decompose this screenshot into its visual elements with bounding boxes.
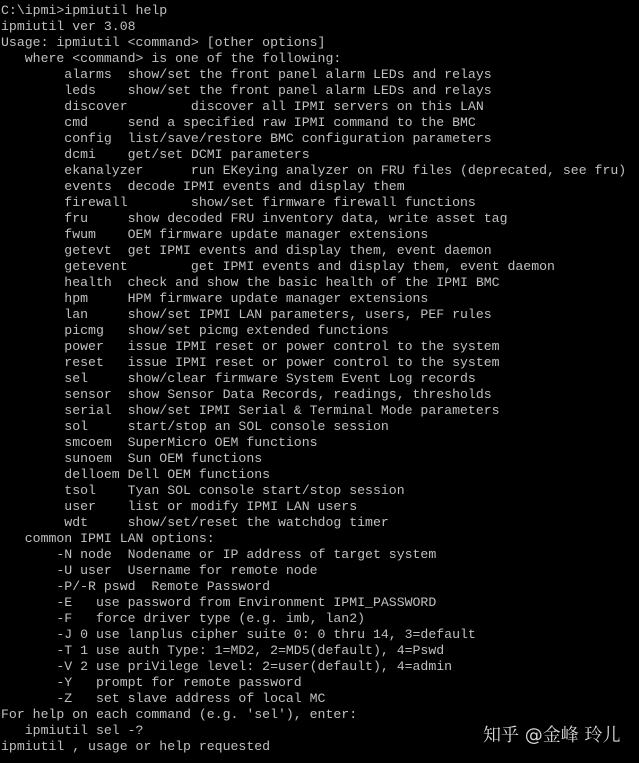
console-line: ipmiutil , usage or help requested xyxy=(1,739,271,754)
console-line: events decode IPMI events and display them xyxy=(1,179,405,194)
console-line: -F force driver type (e.g. imb, lan2) xyxy=(1,611,366,626)
console-line: getevt get IPMI events and display them, event daemon xyxy=(1,243,492,258)
console-line: -T 1 use auth Type: 1=MD2, 2=MD5(default), 4=Pswd xyxy=(1,643,445,658)
console-line: sol start/stop an SOL console session xyxy=(1,419,389,434)
console-line: cmd send a specified raw IPMI command to the BMC xyxy=(1,115,476,130)
console-line: reset issue IPMI reset or power control to the system xyxy=(1,355,500,370)
console-line: ekanalyzer run EKeying analyzer on FRU files (deprecated, see fru) xyxy=(1,163,627,178)
console-line: -Z set slave address of local MC xyxy=(1,691,326,706)
console-line: common IPMI LAN options: xyxy=(1,531,215,546)
console-line: fru show decoded FRU inventory data, write asset tag xyxy=(1,211,508,226)
console-line: where <command> is one of the following: xyxy=(1,51,342,66)
console-line: sunoem Sun OEM functions xyxy=(1,451,263,466)
console-line: serial show/set IPMI Serial & Terminal Mode parameters xyxy=(1,403,500,418)
console-line: -U user Username for remote node xyxy=(1,563,318,578)
console-line: firewall show/set firmware firewall functions xyxy=(1,195,476,210)
console-line: -J 0 use lanplus cipher suite 0: 0 thru 14, 3=default xyxy=(1,627,476,642)
console-line: sel show/clear firmware System Event Log records xyxy=(1,371,476,386)
console-line: Usage: ipmiutil <command> [other options] xyxy=(1,35,326,50)
console-line: lan show/set IPMI LAN parameters, users, PEF rules xyxy=(1,307,492,322)
console-line: For help on each command (e.g. 'sel'), enter: xyxy=(1,707,358,722)
watermark: 知乎 @金峰 玲儿 xyxy=(483,725,621,746)
console-line: picmg show/set picmg extended functions xyxy=(1,323,389,338)
console-line: wdt show/set/reset the watchdog timer xyxy=(1,515,389,530)
console-line: tsol Tyan SOL console start/stop session xyxy=(1,483,405,498)
console-line: discover discover all IPMI servers on this LAN xyxy=(1,99,484,114)
console-line: alarms show/set the front panel alarm LEDs and relays xyxy=(1,67,492,82)
console-line: smcoem SuperMicro OEM functions xyxy=(1,435,318,450)
console-line: getevent get IPMI events and display them, event daemon xyxy=(1,259,555,274)
console-line: C:\ipmi>ipmiutil help xyxy=(1,3,168,18)
console-output xyxy=(1,3,639,755)
console-line: config list/save/restore BMC configuration parameters xyxy=(1,131,492,146)
console-line: leds show/set the front panel alarm LEDs and relays xyxy=(1,83,492,98)
console-line: -V 2 use priVilege level: 2=user(default), 4=admin xyxy=(1,659,453,674)
console-line: -E use password from Environment IPMI_PASSWORD xyxy=(1,595,437,610)
console-line: -N node Nodename or IP address of target system xyxy=(1,547,437,562)
console-line: power issue IPMI reset or power control to the system xyxy=(1,339,500,354)
console-line: ipmiutil ver 3.08 xyxy=(1,19,136,34)
console-line: hpm HPM firmware update manager extensions xyxy=(1,291,429,306)
console-line: delloem Dell OEM functions xyxy=(1,467,271,482)
console-line: sensor show Sensor Data Records, readings, thresholds xyxy=(1,387,492,402)
console-line: health check and show the basic health of the IPMI BMC xyxy=(1,275,500,290)
console-line: ipmiutil sel -? xyxy=(1,723,144,738)
console-line: -Y prompt for remote password xyxy=(1,675,302,690)
console-line: -P/-R pswd Remote Password xyxy=(1,579,271,594)
console-line: fwum OEM firmware update manager extensions xyxy=(1,227,429,242)
console-line: dcmi get/set DCMI parameters xyxy=(1,147,310,162)
console-line: user list or modify IPMI LAN users xyxy=(1,499,358,514)
